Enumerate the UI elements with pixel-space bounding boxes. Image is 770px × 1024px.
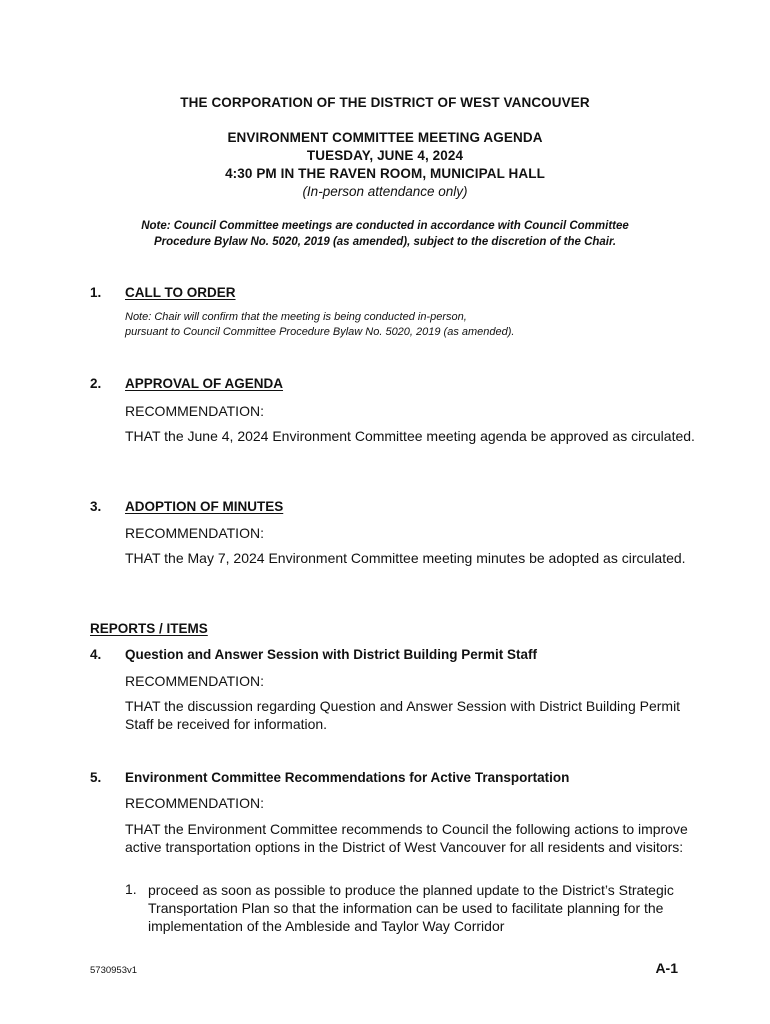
item-1-number: 1. [90,285,102,300]
item-5-title: Environment Committee Recommendations for Active Transportation [125,770,570,785]
item-2-recommendation-label: RECOMMENDATION: [125,403,264,419]
item-3-number: 3. [90,499,102,514]
item-4-recommendation-text: THAT the discussion regarding Question and Answer Session with District Building Permit Staff be received for information. [125,698,681,732]
meeting-date: TUESDAY, JUNE 4, 2024 [306,148,464,163]
page-number: A-1 [655,960,678,976]
attendance-note: (In-person attendance only) [302,184,468,199]
item-3-recommendation-text: THAT the May 7, 2024 Environment Committee meeting minutes be adopted as circulated. [125,550,686,566]
item-2-number: 2. [90,376,102,391]
item-2-title: APPROVAL OF AGENDA [125,376,284,391]
item-4-number: 4. [90,647,102,662]
item-4-title: Question and Answer Session with District Building Permit Staff [125,647,538,662]
item-1-title: CALL TO ORDER [125,285,236,300]
corporation-title: THE CORPORATION OF THE DISTRICT OF WEST VANCOUVER [180,95,590,110]
reports-heading: REPORTS / ITEMS [90,621,208,636]
procedure-note-line2: Procedure Bylaw No. 5020, 2019 (as amended), subject to the discretion of the Chair. [153,236,617,248]
meeting-time-place: 4:30 PM IN THE RAVEN ROOM, MUNICIPAL HALL [225,166,545,181]
item-1-note-line2: pursuant to Council Committee Procedure Bylaw No. 5020, 2019 (as amended). [125,326,515,338]
agenda-title: ENVIRONMENT COMMITTEE MEETING AGENDA [227,130,543,145]
item-5-subitem-1-number: 1. [125,881,137,897]
item-3-title: ADOPTION OF MINUTES [125,499,284,514]
item-5-number: 5. [90,770,102,785]
item-5-subitem-1-text: proceed as soon as possible to produce the planned update to the District’s Strategic Transportation Plan so that the information can be used to facilitate planning for the implementation of the Ambleside and Taylor Way Corridor [148,882,674,934]
item-4-recommendation-label: RECOMMENDATION: [125,673,264,689]
item-5-recommendation-text: THAT the Environment Committee recommends to Council the following actions to improve active transportation options in the District of West Vancouver for all residents and visitors: [125,821,688,855]
document-id: 5730953v1 [90,965,138,976]
item-1-note-line1: Note: Chair will confirm that the meeting is being conducted in-person, [125,311,467,323]
item-3-recommendation-label: RECOMMENDATION: [125,525,264,541]
item-2-recommendation-text: THAT the June 4, 2024 Environment Committee meeting agenda be approved as circulated. [125,428,695,444]
procedure-note-line1: Note: Council Committee meetings are conducted in accordance with Council Committee [141,220,629,232]
item-5-recommendation-label: RECOMMENDATION: [125,795,264,811]
